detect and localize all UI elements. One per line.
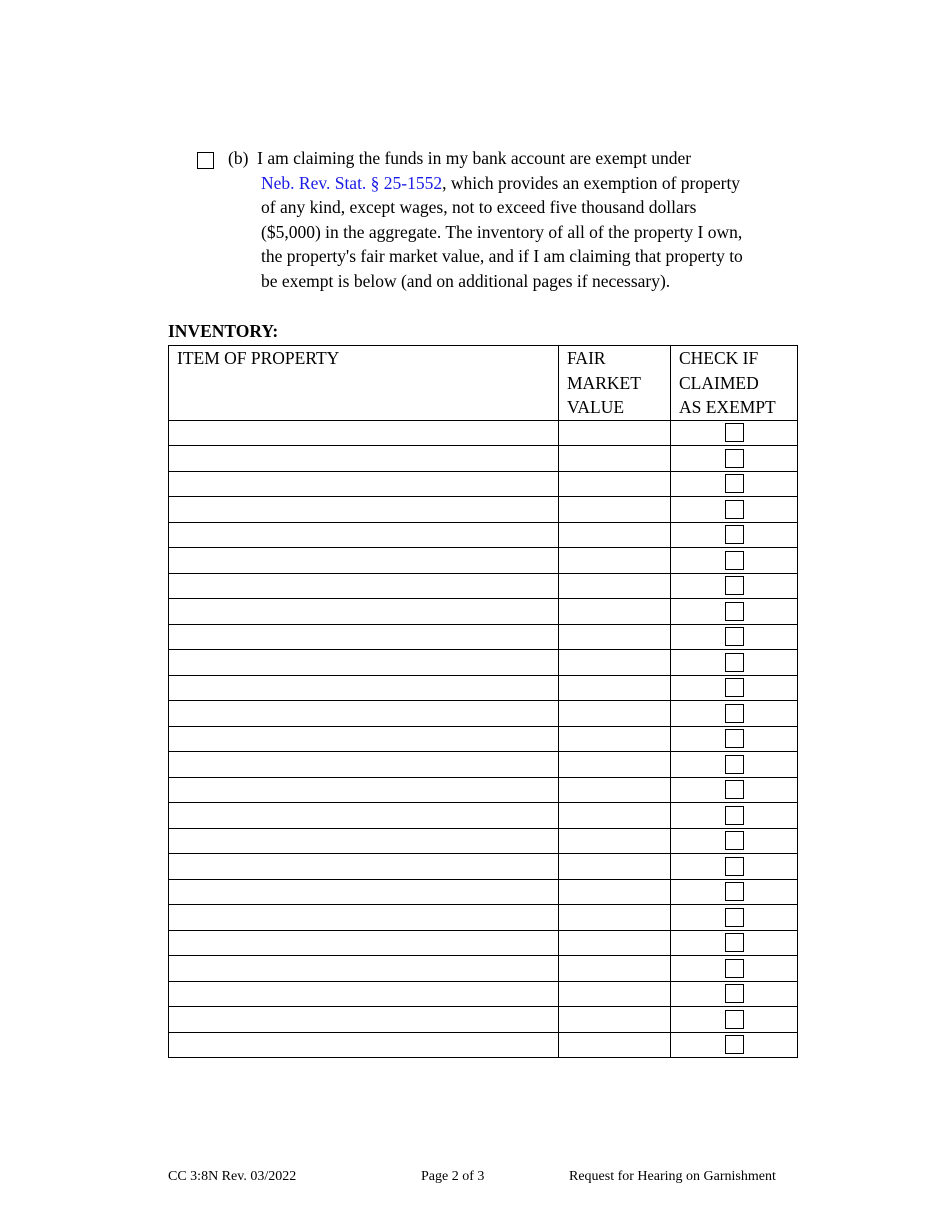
exempt-checkbox[interactable] xyxy=(725,678,744,697)
item-cell[interactable] xyxy=(169,981,559,1007)
exempt-cell xyxy=(671,650,798,676)
value-cell[interactable] xyxy=(559,420,671,446)
exempt-checkbox[interactable] xyxy=(725,959,744,978)
footer-form-title: Request for Hearing on Garnishment xyxy=(569,1169,776,1184)
footer-form-id: CC 3:8N Rev. 03/2022 xyxy=(168,1169,297,1184)
inventory-header-row xyxy=(169,346,798,421)
exempt-checkbox[interactable] xyxy=(725,602,744,621)
exempt-checkbox[interactable] xyxy=(725,755,744,774)
inventory-row xyxy=(169,803,798,829)
exempt-cell xyxy=(671,497,798,523)
exempt-checkbox[interactable] xyxy=(725,627,744,646)
item-cell[interactable] xyxy=(169,828,559,854)
header-claimed-exempt xyxy=(671,346,798,421)
inventory-row xyxy=(169,624,798,650)
item-cell[interactable] xyxy=(169,956,559,982)
inventory-heading: INVENTORY: xyxy=(168,321,279,341)
exempt-checkbox[interactable] xyxy=(725,653,744,672)
claim-b-line-3: of any kind, except wages, not to exceed five thousand dollars xyxy=(261,197,697,217)
exempt-cell xyxy=(671,548,798,574)
inventory-row xyxy=(169,522,798,548)
value-cell[interactable] xyxy=(559,701,671,727)
value-cell[interactable] xyxy=(559,905,671,931)
value-cell[interactable] xyxy=(559,522,671,548)
item-cell[interactable] xyxy=(169,675,559,701)
inventory-row xyxy=(169,752,798,778)
inventory-row xyxy=(169,956,798,982)
claim-b-line-5: the property's fair market value, and if I am claiming that property to xyxy=(261,246,743,266)
value-cell[interactable] xyxy=(559,828,671,854)
exempt-checkbox[interactable] xyxy=(725,1035,744,1054)
inventory-table xyxy=(168,345,798,1058)
item-cell[interactable] xyxy=(169,446,559,472)
item-cell[interactable] xyxy=(169,879,559,905)
exempt-cell xyxy=(671,854,798,880)
item-cell[interactable] xyxy=(169,471,559,497)
claim-b-line-2-rest: , which provides an exemption of property xyxy=(442,172,741,193)
exempt-checkbox[interactable] xyxy=(725,933,744,952)
value-cell[interactable] xyxy=(559,854,671,880)
value-cell[interactable] xyxy=(559,1032,671,1058)
exempt-cell xyxy=(671,981,798,1007)
item-cell[interactable] xyxy=(169,420,559,446)
inventory-row xyxy=(169,1007,798,1033)
exempt-checkbox[interactable] xyxy=(725,806,744,825)
value-cell[interactable] xyxy=(559,650,671,676)
inventory-row xyxy=(169,573,798,599)
inventory-row xyxy=(169,930,798,956)
inventory-row xyxy=(169,828,798,854)
inventory-row xyxy=(169,854,798,880)
value-cell[interactable] xyxy=(559,1007,671,1033)
item-cell[interactable] xyxy=(169,522,559,548)
value-cell[interactable] xyxy=(559,497,671,523)
inventory-row xyxy=(169,599,798,625)
inventory-row xyxy=(169,650,798,676)
exempt-checkbox[interactable] xyxy=(725,1010,744,1029)
item-cell[interactable] xyxy=(169,854,559,880)
inventory-row xyxy=(169,879,798,905)
exempt-cell xyxy=(671,1032,798,1058)
claim-b-body xyxy=(261,171,801,294)
exempt-cell xyxy=(671,905,798,931)
exempt-checkbox[interactable] xyxy=(725,474,744,493)
inventory-row xyxy=(169,726,798,752)
inventory-row xyxy=(169,905,798,931)
exempt-cell xyxy=(671,752,798,778)
inventory-row xyxy=(169,1032,798,1058)
inventory-row xyxy=(169,701,798,727)
exempt-checkbox[interactable] xyxy=(725,525,744,544)
exempt-checkbox[interactable] xyxy=(725,500,744,519)
item-cell[interactable] xyxy=(169,599,559,625)
item-cell[interactable] xyxy=(169,548,559,574)
item-cell[interactable] xyxy=(169,701,559,727)
exempt-checkbox[interactable] xyxy=(725,984,744,1003)
exempt-cell xyxy=(671,930,798,956)
exempt-cell xyxy=(671,624,798,650)
exempt-cell xyxy=(671,471,798,497)
inventory-row xyxy=(169,446,798,472)
value-cell[interactable] xyxy=(559,624,671,650)
footer-page-number: Page 2 of 3 xyxy=(421,1169,485,1184)
item-cell[interactable] xyxy=(169,752,559,778)
exempt-cell xyxy=(671,522,798,548)
exempt-checkbox[interactable] xyxy=(725,551,744,570)
header-exempt-line: AS EXEMPT xyxy=(679,397,776,417)
exempt-checkbox[interactable] xyxy=(725,780,744,799)
inventory-row xyxy=(169,675,798,701)
item-cell[interactable] xyxy=(169,624,559,650)
exempt-checkbox[interactable] xyxy=(725,576,744,595)
exempt-checkbox[interactable] xyxy=(725,704,744,723)
claim-b-line-2 xyxy=(261,171,801,196)
exempt-cell xyxy=(671,599,798,625)
header-item-of-property: ITEM OF PROPERTY xyxy=(169,346,559,421)
value-cell[interactable] xyxy=(559,803,671,829)
item-cell[interactable] xyxy=(169,905,559,931)
inventory-row xyxy=(169,497,798,523)
exempt-checkbox[interactable] xyxy=(725,729,744,748)
exempt-checkbox[interactable] xyxy=(725,831,744,850)
header-value-line: FAIR xyxy=(567,348,606,368)
claim-b-first-line xyxy=(228,146,691,171)
inventory-row xyxy=(169,471,798,497)
item-cell[interactable] xyxy=(169,1032,559,1058)
exempt-cell xyxy=(671,1007,798,1033)
exempt-cell xyxy=(671,420,798,446)
statute-link[interactable]: Neb. Rev. Stat. § 25-1552 xyxy=(261,172,443,193)
exempt-cell xyxy=(671,675,798,701)
exempt-cell xyxy=(671,956,798,982)
value-cell[interactable] xyxy=(559,930,671,956)
header-value-line: VALUE xyxy=(567,397,625,417)
exempt-cell xyxy=(671,726,798,752)
inventory-row xyxy=(169,777,798,803)
exempt-cell xyxy=(671,803,798,829)
value-cell[interactable] xyxy=(559,471,671,497)
claim-b-checkbox[interactable] xyxy=(197,152,214,169)
header-exempt-line: CHECK IF xyxy=(679,348,759,368)
exempt-checkbox[interactable] xyxy=(725,908,744,927)
item-cell[interactable] xyxy=(169,726,559,752)
claim-b-line-6: be exempt is below (and on additional pages if necessary). xyxy=(261,270,671,291)
claim-b-marker: (b) xyxy=(228,148,249,168)
item-cell[interactable] xyxy=(169,777,559,803)
value-cell[interactable] xyxy=(559,446,671,472)
exempt-checkbox[interactable] xyxy=(725,882,744,901)
value-cell[interactable] xyxy=(559,726,671,752)
exempt-checkbox[interactable] xyxy=(725,449,744,468)
header-fair-market-value xyxy=(559,346,671,421)
exempt-cell xyxy=(671,701,798,727)
value-cell[interactable] xyxy=(559,548,671,574)
exempt-cell xyxy=(671,777,798,803)
item-cell[interactable] xyxy=(169,1007,559,1033)
value-cell[interactable] xyxy=(559,599,671,625)
claim-b-first-line-text: I am claiming the funds in my bank account are exempt under xyxy=(257,148,692,168)
value-cell[interactable] xyxy=(559,752,671,778)
value-cell[interactable] xyxy=(559,777,671,803)
item-cell[interactable] xyxy=(169,573,559,599)
value-cell[interactable] xyxy=(559,956,671,982)
item-cell[interactable] xyxy=(169,650,559,676)
value-cell[interactable] xyxy=(559,981,671,1007)
inventory-row xyxy=(169,420,798,446)
value-cell[interactable] xyxy=(559,675,671,701)
header-value-line: MARKET xyxy=(567,372,641,393)
item-cell[interactable] xyxy=(169,930,559,956)
exempt-cell xyxy=(671,828,798,854)
claim-b-line-4: ($5,000) in the aggregate. The inventory of all of the property I own, xyxy=(261,221,743,242)
value-cell[interactable] xyxy=(559,879,671,905)
header-exempt-line: CLAIMED xyxy=(679,372,759,393)
exempt-cell xyxy=(671,573,798,599)
exempt-cell xyxy=(671,879,798,905)
exempt-cell xyxy=(671,446,798,472)
exempt-checkbox[interactable] xyxy=(725,423,744,442)
value-cell[interactable] xyxy=(559,573,671,599)
item-cell[interactable] xyxy=(169,497,559,523)
inventory-row xyxy=(169,548,798,574)
item-cell[interactable] xyxy=(169,803,559,829)
inventory-row xyxy=(169,981,798,1007)
exempt-checkbox[interactable] xyxy=(725,857,744,876)
